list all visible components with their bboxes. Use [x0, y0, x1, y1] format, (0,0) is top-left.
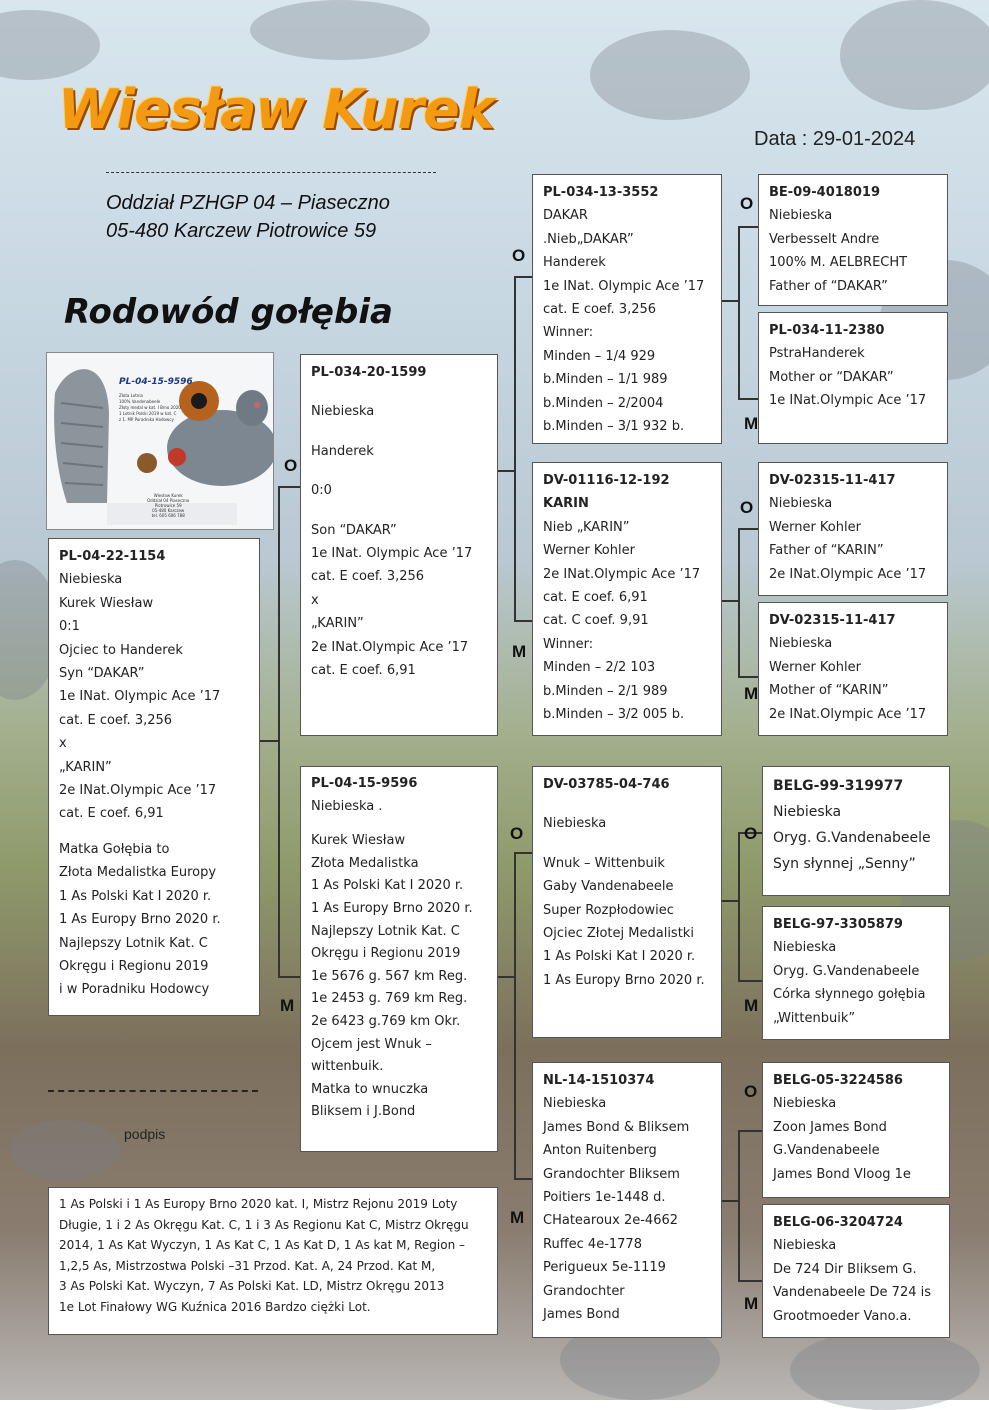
father-box: PL-034-20-1599 Niebieska Handerek 0:0 Son “DAKAR” 1e INat. Olympic Ace ’17 cat. E coef. 3,256 x „KARIN” 2e INat.Olympic Ace ’17 cat. E coef. 6,91	[300, 354, 498, 736]
sire-label: O	[512, 246, 526, 265]
mf-dam-box: BELG-97-3305879 Niebieska Oryg. G.Vandenabeele Córka słynnego gołębia „Wittenbuik”	[762, 906, 950, 1040]
connector-gen3-ff	[738, 226, 740, 398]
ring-number: DV-01116-12-192	[543, 473, 670, 488]
sire-label: O	[510, 824, 524, 843]
photo-owner-info: Wiesław Kurek Oddział 04 Piaseczno Piotrowice 59 05-480 Karczew tel. 605 606 788	[147, 493, 190, 518]
fm-dam-box: DV-02315-11-417 Niebieska Werner Kohler Mother of “KARIN” 2e INat.Olympic Ace ’17	[758, 602, 948, 736]
ring-number: PL-04-22-1154	[59, 549, 166, 564]
connector-gen1-top	[278, 486, 300, 488]
maternal-grandfather-box: DV-03785-04-746 Niebieska Wnuk – Wittenbuik Gaby Vandenabeele Super Rozpłodowiec Ojciec Złotej Medalistki 1 As Polski Kat I 2020 r. 1 As Europy Brno 2020 r.	[532, 766, 722, 1038]
ring-number: PL-034-20-1599	[311, 365, 427, 380]
ff-sire-box: BE-09-4018019 Niebieska Verbesselt Andre 100% M. AELBRECHT Father of “DAKAR”	[758, 174, 948, 306]
ring-number: DV-03785-04-746	[543, 777, 670, 792]
dam-label: M	[744, 996, 759, 1015]
signature-label: podpis	[124, 1126, 166, 1142]
mm-dam-box: BELG-06-3204724 Niebieska De 724 Dir Bliksem G. Vandenabeele De 724 is Grootmoeder Vano.a.	[762, 1204, 950, 1338]
connector-gen2-father	[514, 276, 516, 620]
photo-ring-label: PL-04-15-9596	[119, 377, 193, 387]
ring-number: BELG-99-319977	[773, 778, 904, 794]
page-title: Rodowód gołębia	[64, 292, 393, 332]
ring-number: BELG-05-3224586	[773, 1073, 903, 1088]
ring-number: BELG-97-3305879	[773, 917, 903, 932]
ring-number: DV-02315-11-417	[769, 613, 896, 628]
paternal-grandmother-box: DV-01116-12-192 KARIN Nieb „KARIN” Werner Kohler 2e INat.Olympic Ace ’17 cat. E coef. 6,91 cat. C coef. 9,91 Winner: Minden – 2/2 103 b.Minden – 2/1 989 b.Minden – 3/2 005 b.	[532, 462, 722, 736]
connector-gen1-bottom	[278, 976, 300, 978]
breeder-name-title: Wiesław Kurek	[58, 78, 494, 141]
connector-gen3-mf	[738, 832, 740, 980]
signature-line	[48, 1090, 258, 1092]
dam-label: M	[510, 1208, 525, 1227]
ring-number: DV-02315-11-417	[769, 473, 896, 488]
connector-gen2-mother	[514, 852, 516, 1178]
sire-label: O	[740, 194, 754, 213]
mother-box: PL-04-15-9596 Niebieska . Kurek Wiesław Złota Medalistka 1 As Polski Kat I 2020 r. 1 As Europy Brno 2020 r. Najlepszy Lotnik Kat. C Okręgu i Regionu 2019 1e 5676 g. 567 km Reg. 1e 2453 g. 769 km Reg. 2e 6423 g.769 km Okr. Ojcem jest Wnuk – wittenbuik. Matka to wnuczka Bliksem i J.Bond	[300, 766, 498, 1152]
mf-sire-box: BELG-99-319977 Niebieska Oryg. G.Vandenabeele Syn słynnej „Senny”	[762, 766, 950, 896]
dam-label: M	[744, 1294, 759, 1313]
fm-sire-box: DV-02315-11-417 Niebieska Werner Kohler Father of “KARIN” 2e INat.Olympic Ace ’17	[758, 462, 948, 596]
connector-gen1	[278, 486, 280, 976]
sire-label: O	[284, 456, 298, 475]
paternal-grandfather-box: PL-034-13-3552 DAKAR .Nieb„DAKAR” Handerek 1e INat. Olympic Ace ’17 cat. E coef. 3,256 Winner: Minden – 1/4 929 b.Minden – 1/1 989 b.Minden – 2/2004 b.Minden – 3/1 932 b.	[532, 174, 722, 444]
header-divider	[106, 172, 436, 173]
sire-label: O	[744, 1082, 758, 1101]
dam-label: M	[744, 414, 759, 433]
ff-dam-box: PL-034-11-2380 PstraHanderek Mother or “DAKAR” 1e INat.Olympic Ace ’17	[758, 312, 948, 444]
ring-number: BELG-06-3204724	[773, 1215, 903, 1230]
ring-number: PL-034-13-3552	[543, 185, 659, 200]
dam-label: M	[512, 642, 527, 661]
ring-number: BE-09-4018019	[769, 185, 880, 200]
address-line-2: 05-480 Karczew Piotrowice 59	[106, 220, 377, 242]
mm-sire-box: BELG-05-3224586 Niebieska Zoon James Bond G.Vandenabeele James Bond Vloog 1e	[762, 1062, 950, 1198]
sire-label: O	[740, 498, 754, 517]
subject-pigeon-box: PL-04-22-1154 Niebieska Kurek Wiesław 0:1 Ojciec to Handerek Syn “DAKAR” 1e INat. Olympic Ace ’17 cat. E coef. 3,256 x „KARIN” 2e INat.Olympic Ace ’17 cat. E coef. 6,91 Matka Gołębia to Złota Medalistka Europy 1 As Polski Kat I 2020 r. 1 As Europy Brno 2020 r. Najlepszy Lotnik Kat. C Okręgu i Regionu 2019 i w Poradniku Hodowcy	[48, 538, 260, 1016]
address-line-1: Oddział PZHGP 04 – Piaseczno	[106, 192, 390, 214]
ring-number: NL-14-1510374	[543, 1073, 655, 1088]
maternal-grandmother-box: NL-14-1510374 Niebieska James Bond & Bliksem Anton Ruitenberg Grandochter Bliksem Poitiers 1e-1448 d. CHatearoux 2e-4662 Ruffec 4e-1778 Perigueux 5e-1119 Grandochter James Bond	[532, 1062, 722, 1338]
connector-gen3-mm	[738, 1130, 740, 1280]
sire-label: O	[744, 824, 758, 843]
connector-gen1-stem	[260, 740, 280, 742]
pigeon-photo-card	[46, 352, 274, 530]
dam-label: M	[280, 996, 295, 1015]
dam-label: M	[744, 684, 759, 703]
pedigree-date: Data : 29-01-2024	[754, 128, 916, 150]
ring-number: PL-034-11-2380	[769, 323, 885, 338]
achievements-box: 1 As Polski i 1 As Europy Brno 2020 kat. I, Mistrz Rejonu 2019 Loty Długie, 1 i 2 As Okręgu Kat. C, 1 i 3 As Regionu Kat C, Mistrz Okręgu 2014, 1 As Kat Wyczyn, 1 As Kat C, 1 As Kat D, 1 As kat M, Region – 1,2,5 As, Mistrzostwa Polski –31 Przod. Kat. A, 24 Przod. Kat M, 3 As Polski Kat. Wyczyn, 7 As Polski Kat. LD, Mistrz Okręgu 2013 1e Lot Finałowy WG Kuźnica 2016 Bardzo ciężki Lot.	[48, 1187, 498, 1335]
photo-caption: Złota Lotnia 100% Vandenabeele Złoty medal w kat. I Brno 2020 1 Lotnik Polski 2019 w kat. C z 1. MP Poradnika Hodowcy	[119, 393, 181, 422]
ring-number: PL-04-15-9596	[311, 776, 418, 791]
connector-gen3-fm	[738, 528, 740, 676]
